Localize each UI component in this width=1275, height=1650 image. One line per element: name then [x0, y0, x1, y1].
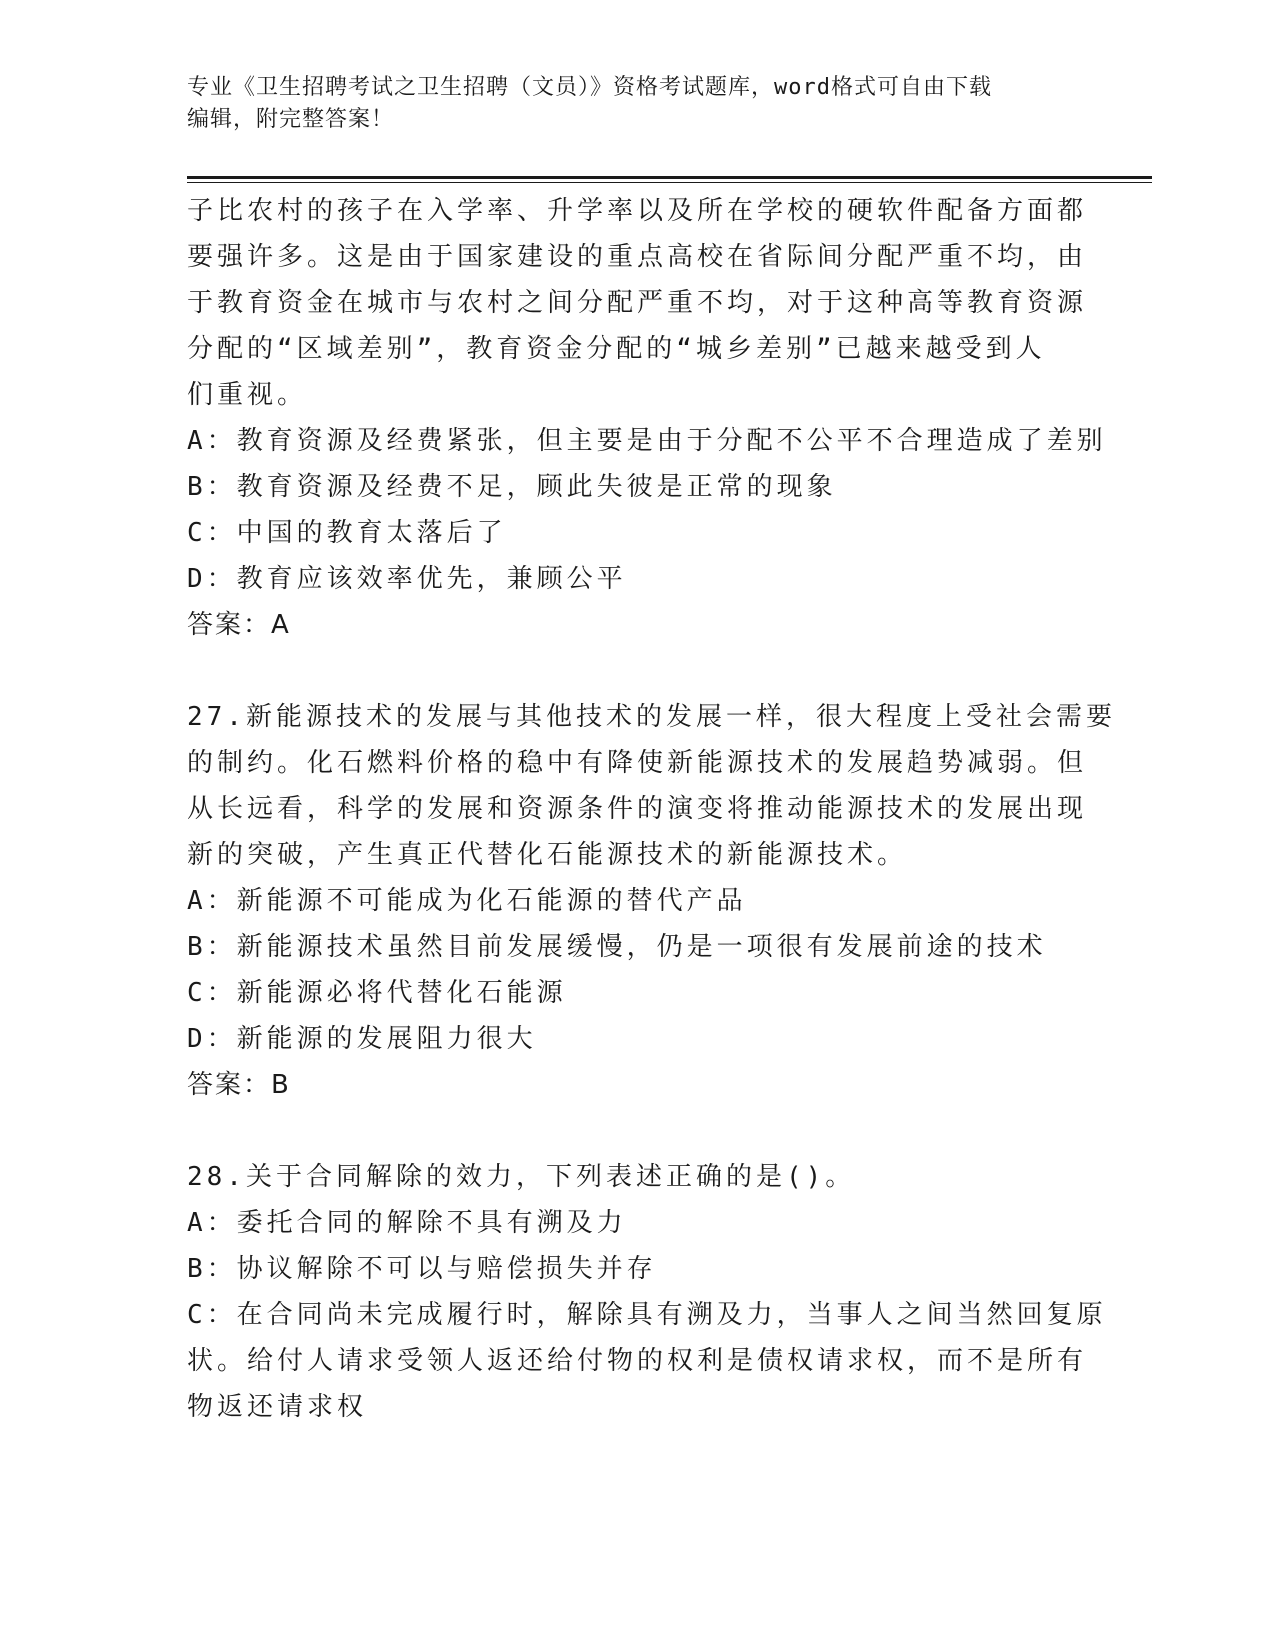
- answer-label: 答案：B: [187, 1070, 291, 1100]
- question-stem-line: 的制约。化石燃料价格的稳中有降使新能源技术的发展趋势减弱。但: [187, 748, 1088, 778]
- question-stem-line: 28.关于合同解除的效力，下列表述正确的是()。: [187, 1162, 856, 1192]
- option-d: D：教育应该效率优先，兼顾公平: [187, 564, 627, 594]
- question-stem-line: 于教育资金在城市与农村之间分配严重不均，对于这种高等教育资源: [187, 288, 1088, 318]
- spacer: [187, 648, 1087, 694]
- question-stem-line: 们重视。: [187, 380, 308, 410]
- question-28: [187, 1154, 1107, 1430]
- option-c: C：新能源必将代替化石能源: [187, 978, 567, 1008]
- option-b: B：新能源技术虽然目前发展缓慢，仍是一项很有发展前途的技术: [187, 932, 1047, 962]
- header-divider-thin: [187, 182, 1152, 183]
- option-c-continued: 物返还请求权: [187, 1392, 368, 1422]
- option-d: D：新能源的发展阻力很大: [187, 1024, 537, 1054]
- page-header: [187, 72, 1067, 136]
- question-26: [187, 188, 1107, 648]
- answer-label: 答案：A: [187, 610, 291, 640]
- question-stem-line: 分配的“区域差别”，教育资金分配的“城乡差别”已越来越受到人: [187, 334, 1046, 364]
- document-body: [187, 188, 1116, 1430]
- option-c: C：中国的教育太落后了: [187, 518, 507, 548]
- question-stem-line: 要强许多。这是由于国家建设的重点高校在省际间分配严重不均，由: [187, 242, 1088, 272]
- header-line-2: 编辑，附完整答案！: [187, 107, 395, 132]
- header-line-1: 专业《卫生招聘考试之卫生招聘（文员）》资格考试题库，word格式可自由下载: [187, 75, 992, 100]
- option-a: A：教育资源及经费紧张，但主要是由于分配不公平不合理造成了差别: [187, 426, 1107, 456]
- option-a: A：新能源不可能成为化石能源的替代产品: [187, 886, 747, 916]
- question-stem-line: 新的突破，产生真正代替化石能源技术的新能源技术。: [187, 840, 908, 870]
- question-stem-line: 子比农村的孩子在入学率、升学率以及所在学校的硬软件配备方面都: [187, 196, 1088, 226]
- option-a: A：委托合同的解除不具有溯及力: [187, 1208, 627, 1238]
- question-27: [187, 694, 1116, 1108]
- option-b: B：协议解除不可以与赔偿损失并存: [187, 1254, 657, 1284]
- option-b: B：教育资源及经费不足，顾此失彼是正常的现象: [187, 472, 837, 502]
- spacer: [187, 1108, 1087, 1154]
- header-divider-thick: [187, 176, 1152, 179]
- option-c-continued: 状。给付人请求受领人返还给付物的权利是债权请求权，而不是所有: [187, 1346, 1088, 1376]
- question-stem-line: 从长远看，科学的发展和资源条件的演变将推动能源技术的发展出现: [187, 794, 1088, 824]
- question-stem-line: 27.新能源技术的发展与其他技术的发展一样，很大程度上受社会需要: [187, 702, 1116, 732]
- option-c: C：在合同尚未完成履行时，解除具有溯及力，当事人之间当然回复原: [187, 1300, 1107, 1330]
